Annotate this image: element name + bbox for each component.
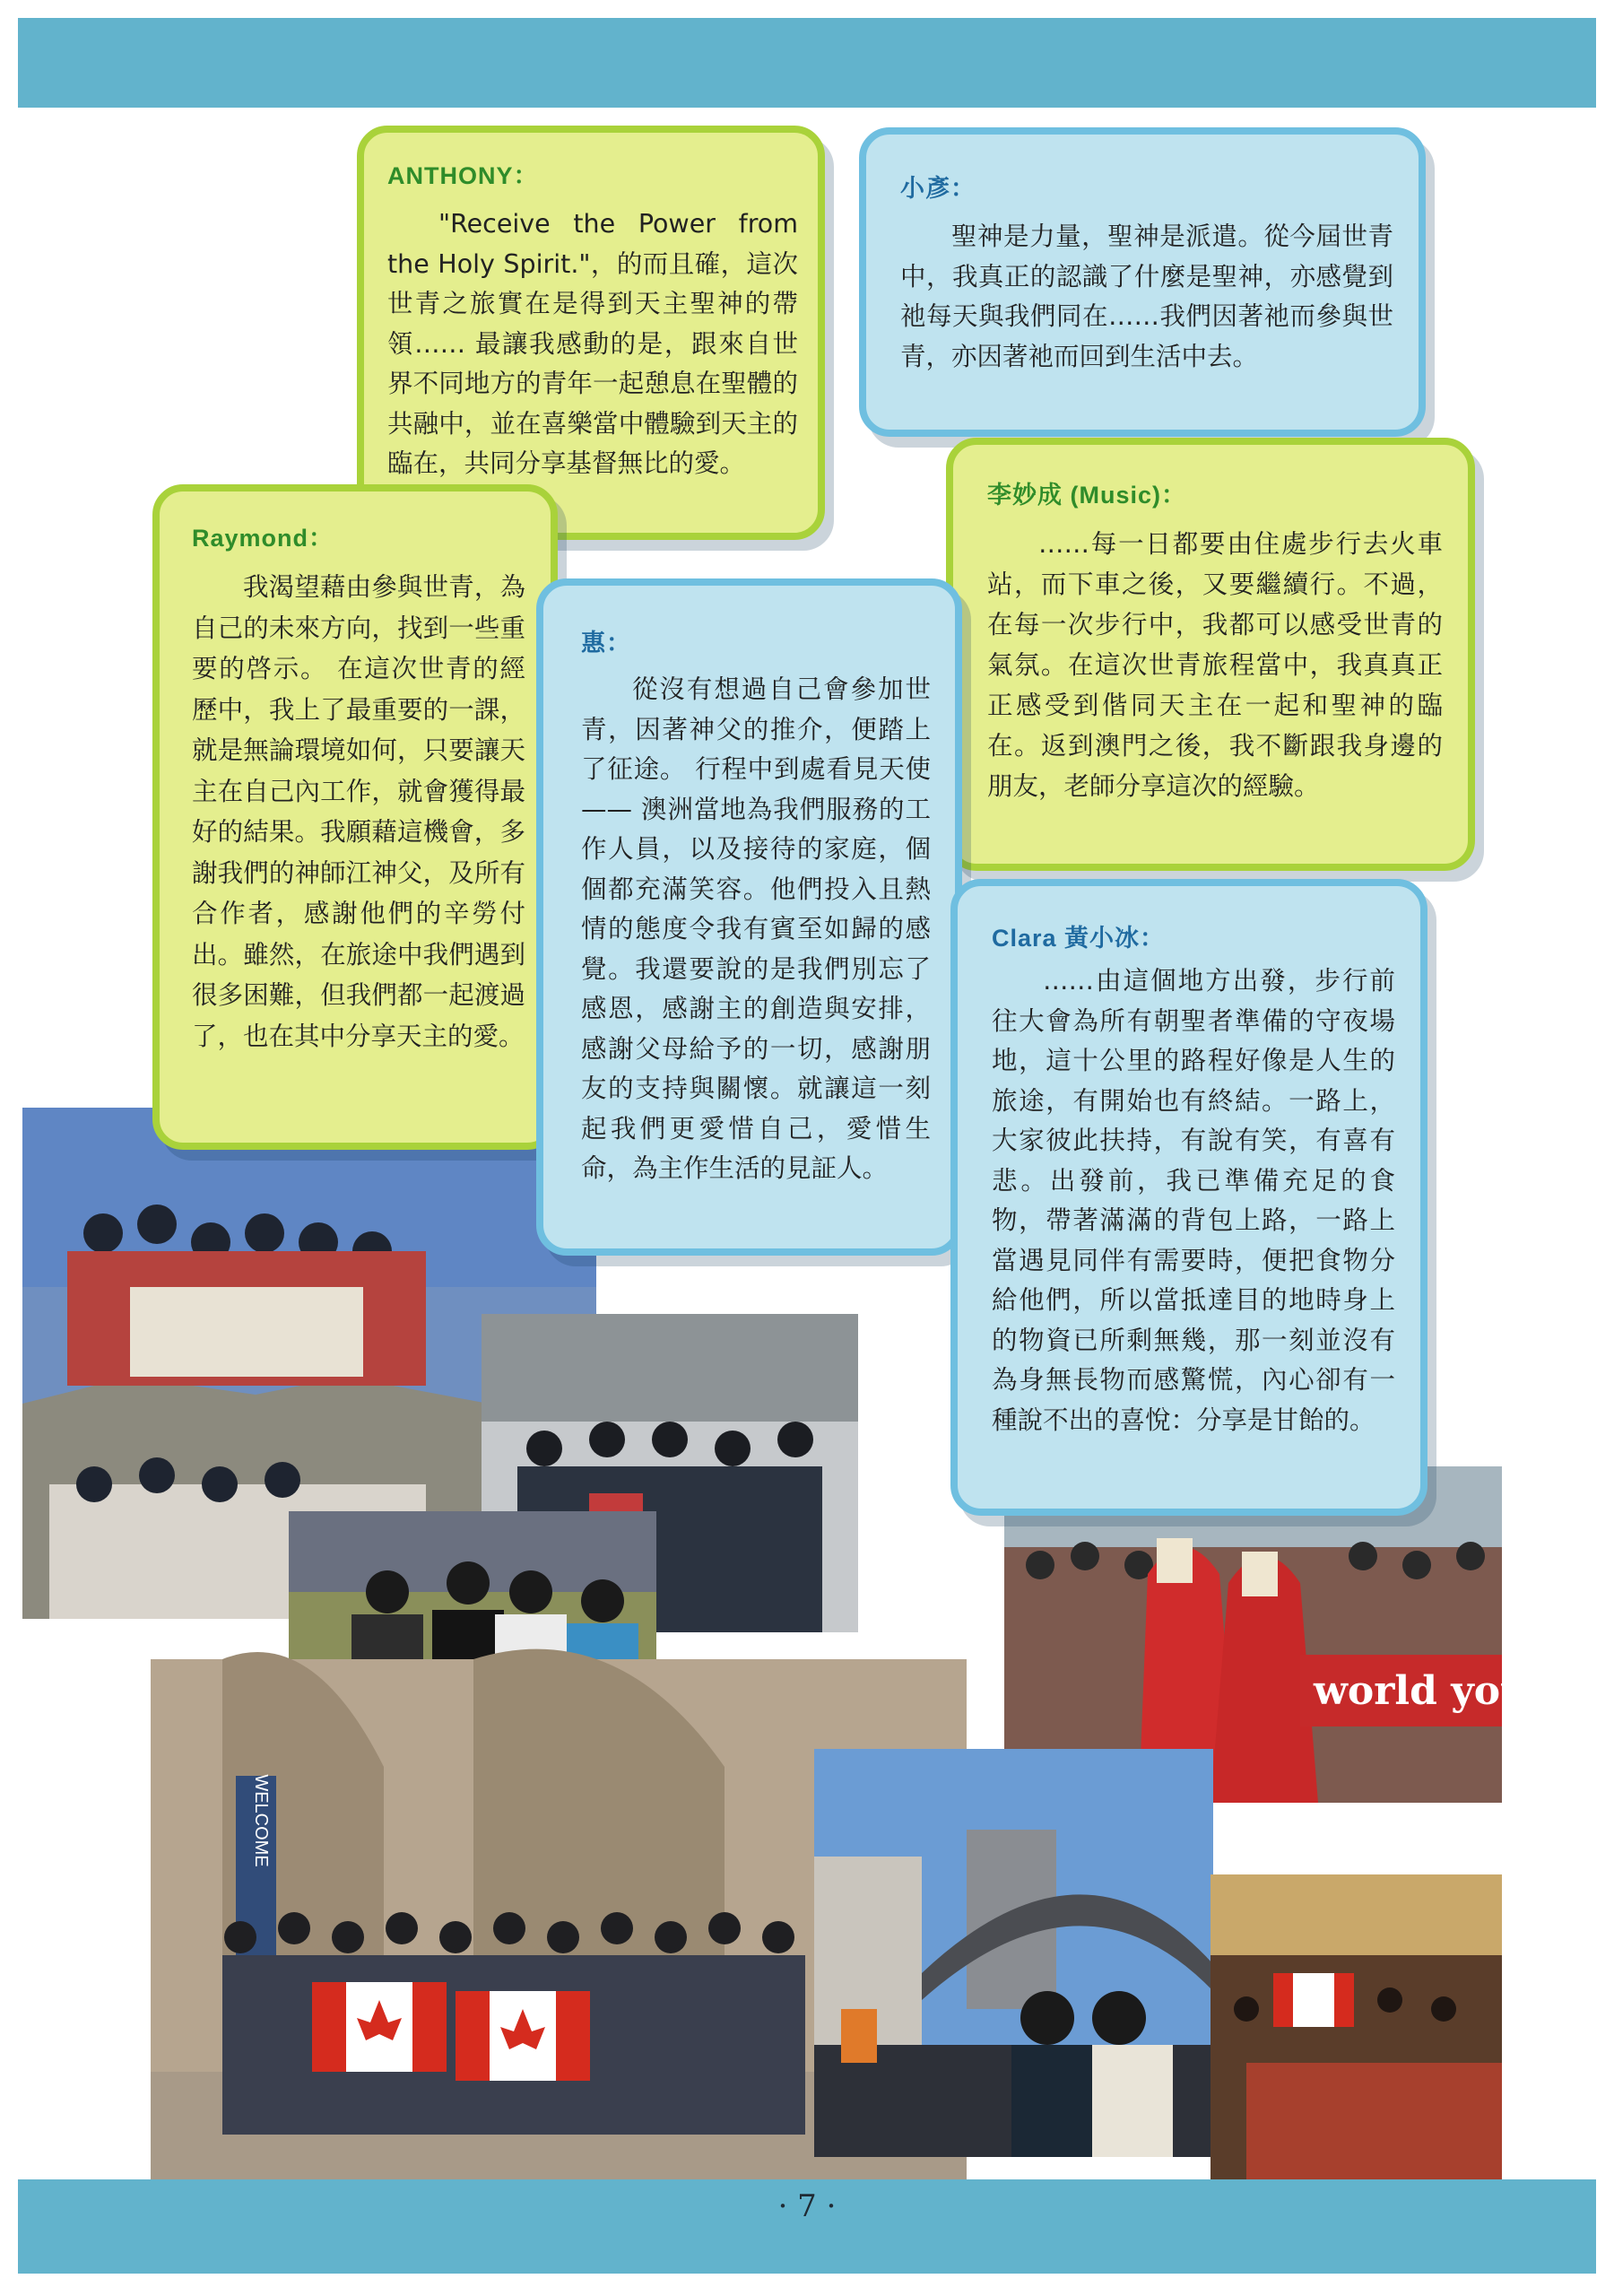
photo-harbour-bridge — [814, 1749, 1213, 2157]
page-number: · 7 · — [777, 2188, 837, 2224]
welcome-flag-text: WELCOME — [251, 1774, 271, 1867]
testimonial-music — [946, 438, 1475, 871]
testimonial-name: 小彥： — [900, 175, 976, 202]
testimonial-text: ……每一日都要由住處步行去火車站，而下車之後，又要繼續行。不過，在每一次步行中，我都可以感受世青的氣氛。在這次世青旅程當中，我真真正正感受到偕同天主在一起和聖神的臨在。返到澳門之後，我不斷跟我身邊的朋友，老師分享這次的經驗。 — [987, 529, 1443, 801]
testimonial-text: 從沒有想過自己會參加世青，因著神父的推介，便踏上了征途。 行程中到處看見天使 —— 澳洲當地為我們服務的工作人員，以及接待的家庭，個個都充滿笑容。他們投入且熱情的態度令我有賓至如歸的感覺。我還要說的是我們別忘了感恩，感謝主的創造與安排，感謝父母給予的一切，感謝朋友的支持與關懷。就讓這一刻起我們更愛惜自己，愛惜生命，為主作生活的見証人。 — [581, 674, 931, 1183]
top-header-band — [18, 18, 1596, 108]
testimonial-name: 惠： — [581, 630, 631, 657]
testimonial-name: 李妙成 (Music)： — [987, 482, 1187, 509]
testimonial-text: ……由這個地方出發，步行前往大會為所有朝聖者準備的守夜場地，這十公里的路程好像是人生的旅途，有開始也有終結。一路上，大家彼此扶持，有說有笑，有喜有悲。出發前，我已準備充足的食物，帶著滿滿的背包上路，一路上當遇見同伴有需要時，便把食物分給他們，所以當抵達目的地時身上的物資已所剩無幾，那一刻並沒有為身無長物而感驚慌，內心卻有一種說不出的喜悅：分享是甘飴的。 — [992, 966, 1395, 1435]
testimonial-clara — [950, 879, 1427, 1516]
testimonial-wai — [536, 578, 962, 1256]
testimonial-text: 我渴望藉由參與世青，為自己的未來方向，找到一些重要的啓示。 在這次世青的經歷中，我上了最重要的一課，就是無論環境如何，只要讓天主在自己內工作，就會獲得最好的結果。我願藉這機會，多謝我們的神師江神父，及所有合作者，感謝他們的辛勞付出。雖然，在旅途中我們遇到很多困難，但我們都一起渡過了，也在其中分享天主的愛。 — [192, 572, 525, 1051]
testimonial-text: "Receive the Power from the Holy Spirit."，的而且確，這次世青之旅實在是得到天主聖神的帶領…… 最讓我感動的是，跟來自世界不同地方的青年一起憩息在聖體的共融中，並在喜樂當中體驗到天主的臨在，共同分享基督無比的愛。 — [387, 209, 798, 478]
testimonial-xiaoyan — [859, 127, 1426, 437]
testimonial-raymond — [152, 484, 558, 1150]
testimonial-anthony — [357, 126, 825, 540]
testimonial-name: Clara 黃小冰： — [992, 925, 1166, 952]
testimonial-text: 聖神是力量，聖神是派遣。從今屆世青中，我真正的認識了什麼是聖神，亦感覺到祂每天與我們同在……我們因著祂而參與世青，亦因著祂而回到生活中去。 — [900, 222, 1393, 371]
testimonial-name: ANTHONY： — [387, 162, 539, 189]
world-youth-banner-text: world you — [1314, 1668, 1530, 1714]
photo-canada-flag-night — [1210, 1874, 1502, 2179]
testimonial-name: Raymond： — [192, 525, 334, 552]
